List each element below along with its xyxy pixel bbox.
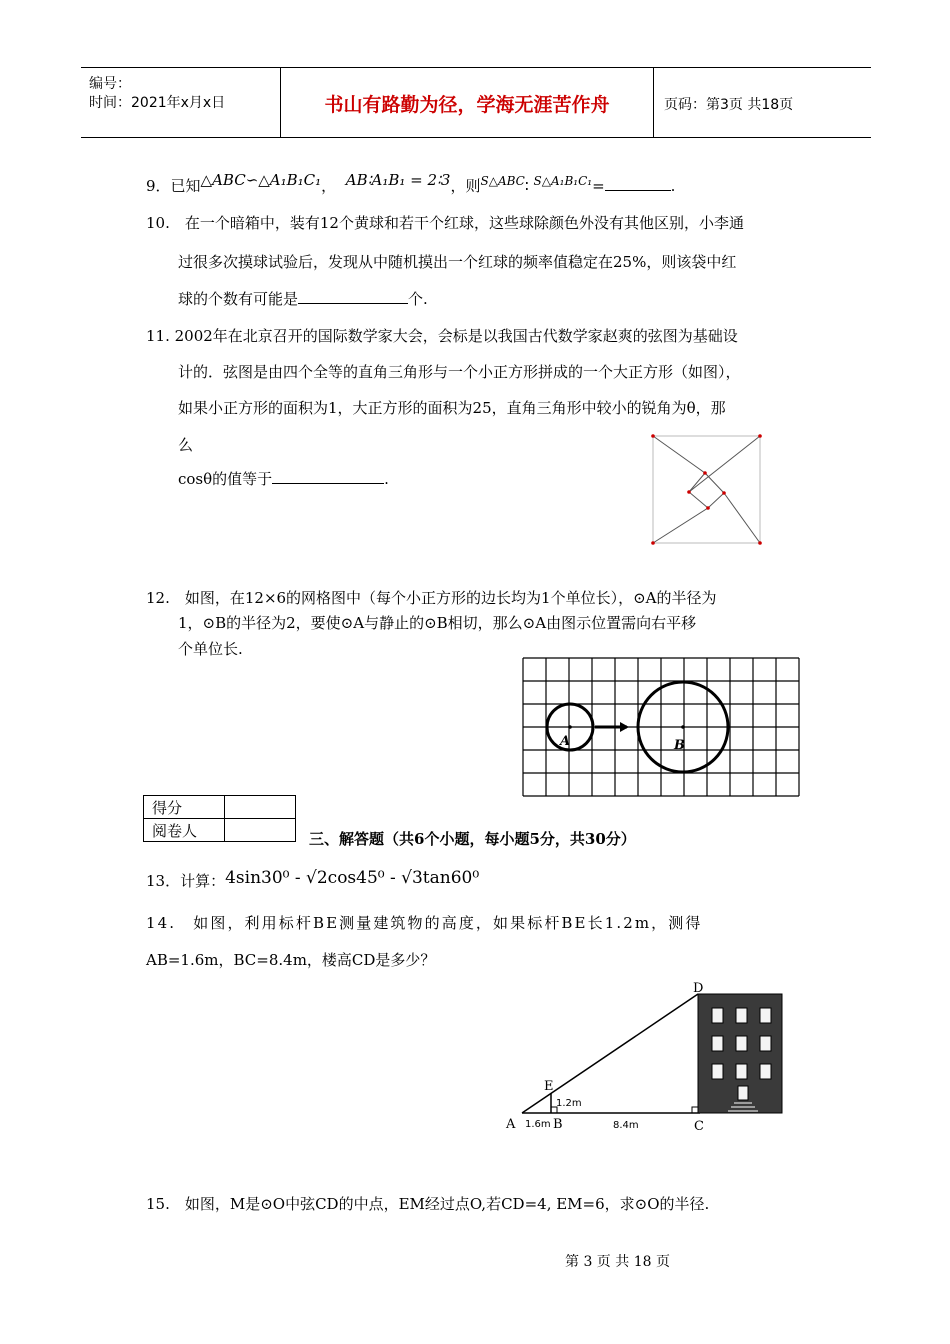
q12-line1: 12. 如图，在12×6的网格图中（每个小正方形的边长均为1个单位长），⊙A的半径为: [146, 589, 717, 607]
reviewer-label: 阅卷人: [144, 819, 225, 842]
number-label: 编号：: [89, 76, 131, 92]
section-3-title: 三、解答题（共6个小题，每小题5分，共30分）: [309, 830, 636, 848]
q12-line3: 个单位长.: [178, 640, 243, 658]
q13-expression: 4sin30⁰ - √2cos45⁰ - √3tan60⁰: [225, 868, 480, 888]
q15-line1: 15. 如图，M是⊙O中弦CD的中点，EM经过点O,若CD=4, EM=6，求⊙O的半径.: [146, 1195, 710, 1213]
page-header: [81, 67, 871, 138]
q9-sep: ，: [321, 177, 337, 195]
page-footer: 第 3 页 共 18 页: [565, 1254, 670, 1270]
label-a: A: [560, 734, 571, 749]
label-ab-length: 1.6m: [525, 1119, 551, 1130]
label-point-b: B: [553, 1117, 563, 1132]
q13-prefix: 13．计算：: [146, 872, 226, 890]
building-figure: [500, 978, 800, 1138]
q9-area-1: S△ABC: [480, 174, 525, 188]
label-b: B: [674, 738, 685, 753]
chord-outer-square: [653, 436, 760, 543]
q11-cos-text: cosθ的值等于: [178, 470, 273, 488]
score-label: 得分: [144, 796, 225, 819]
q11-answer-blank[interactable]: [272, 469, 384, 484]
circle-b-center: [681, 725, 685, 729]
q9-similarity: △ABC∽△A₁B₁C₁: [200, 171, 322, 189]
arrow-head-icon: [620, 722, 629, 732]
q14-line1: 14. 如图，利用标杆BE测量建筑物的高度，如果标杆BE长1.2m，测得: [146, 914, 703, 932]
reviewer-cell[interactable]: [225, 819, 296, 842]
q9-eq: =: [592, 177, 605, 195]
q10-line3-text: 球的个数有可能是: [178, 290, 299, 308]
q9-answer-blank[interactable]: [605, 176, 671, 191]
q10-line3-end: 个.: [408, 290, 428, 308]
q11-line4: 么: [178, 436, 194, 454]
q10-line1: 10. 在一个暗箱中，装有12个黄球和若干个红球，这些球除颜色外没有其他区别，小李通: [146, 214, 744, 232]
header-page-cell: [654, 68, 871, 137]
measure-labels: [525, 1098, 639, 1131]
q11-line1: 11. 2002年在北京召开的国际数学家大会，会标是以我国古代数学家赵爽的弦图为基础设: [146, 327, 738, 345]
q10-line2: 过很多次摸球试验后，发现从中随机摸出一个红球的频率值稳定在25%，则该袋中红: [178, 253, 737, 271]
grid-figure: [520, 655, 802, 801]
chord-diagram: [645, 430, 770, 550]
label-bc-length: 8.4m: [613, 1120, 639, 1131]
label-point-a: A: [506, 1117, 516, 1132]
label-point-e: E: [544, 1079, 554, 1094]
q11-end: .: [384, 470, 389, 488]
q9-ratio: AB∶A₁B₁ = 2∶3: [345, 171, 451, 189]
chord-line-2: [689, 436, 760, 492]
q10-answer-blank[interactable]: [298, 289, 408, 304]
sight-line: [522, 994, 698, 1113]
motto: 书山有路勤为径，学海无涯苦作舟: [324, 94, 610, 116]
header-motto-cell: [281, 68, 654, 137]
chord-vertices: [651, 434, 762, 545]
circle-a-center: [568, 725, 572, 729]
q12-line2: 1，⊙B的半径为2，要使⊙A与静止的⊙B相切，那么⊙A由图示位置需向右平移: [178, 614, 697, 632]
q14-line2: AB=1.6m，BC=8.4m，楼高CD是多少？: [146, 951, 436, 969]
q11-line2: 计的．弦图是由四个全等的直角三角形与一个小正方形拼成的一个大正方形（如图），: [178, 363, 741, 381]
grid-lines: [523, 658, 799, 796]
q10-line3: [178, 288, 428, 309]
score-cell[interactable]: [225, 796, 296, 819]
q9-then: ，则: [450, 177, 481, 195]
time-label: 时间：2021年x月x日: [89, 95, 226, 111]
q11-line3: 如果小正方形的面积为1，大正方形的面积为25，直角三角形中较小的锐角为θ，那: [178, 399, 726, 417]
page-label: 页码：第3页 共18页: [664, 97, 794, 113]
q9-prefix: 9．已知: [146, 177, 201, 195]
label-point-c: C: [694, 1119, 704, 1134]
chord-line-4: [653, 508, 708, 543]
right-angle-c: [692, 1107, 698, 1113]
q9-colon: ∶: [524, 177, 529, 195]
q11-line5: [178, 468, 389, 489]
question-9: [146, 171, 676, 196]
label-be-length: 1.2m: [556, 1098, 582, 1109]
header-info-cell: [81, 68, 281, 137]
question-13: [146, 870, 479, 891]
label-point-d: D: [693, 981, 704, 996]
q9-end: .: [670, 177, 676, 195]
score-table: [143, 795, 296, 842]
q9-area-2: S△A₁B₁C₁: [533, 174, 593, 188]
chord-line-1: [653, 436, 705, 473]
chord-line-3: [724, 493, 760, 543]
